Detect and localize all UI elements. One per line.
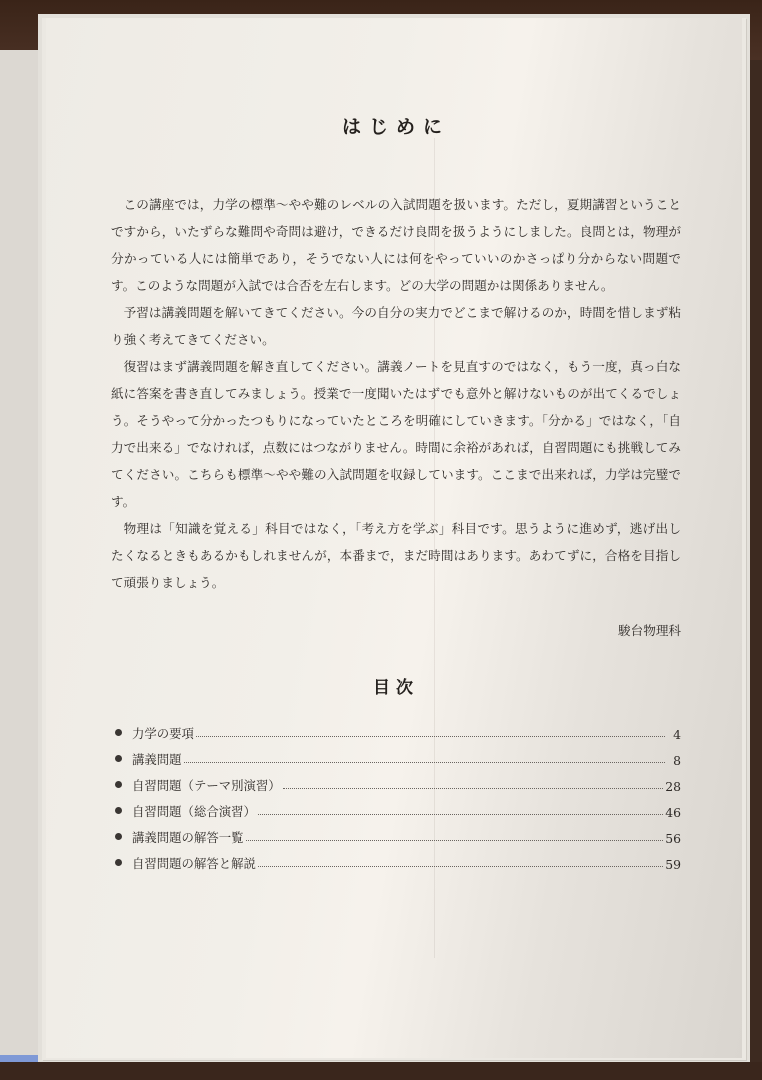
toc-item-label: 講義問題の解答一覧 bbox=[132, 830, 244, 845]
toc-item bbox=[111, 794, 681, 820]
author-signature: 駿台物理科 bbox=[618, 623, 681, 638]
toc-item bbox=[111, 716, 681, 742]
toc-item bbox=[111, 768, 681, 794]
toc-item-label: 力学の要項 bbox=[132, 726, 194, 741]
dotted-leader bbox=[283, 788, 664, 789]
bullet-icon bbox=[115, 833, 122, 840]
toc-item-page: 59 bbox=[665, 857, 681, 872]
toc-item-label: 自習問題（総合演習） bbox=[132, 804, 256, 819]
intro-heading: はじめに bbox=[341, 116, 450, 138]
toc-item-label: 自習問題の解答と解説 bbox=[132, 856, 256, 871]
intro-paragraph-2: 予習は講義問題を解いてきてください。今の自分の実力でどこまで解けるのか，時間を惜しまず粘り強く考えてきてください。 bbox=[111, 305, 681, 347]
page-content bbox=[111, 98, 681, 872]
toc-heading: 目次 bbox=[373, 678, 419, 698]
bullet-icon bbox=[115, 729, 122, 736]
toc-item-page: 4 bbox=[673, 727, 681, 742]
dotted-leader bbox=[258, 866, 663, 867]
toc-item-page: 56 bbox=[665, 831, 681, 846]
bullet-icon bbox=[115, 781, 122, 788]
bullet-icon bbox=[115, 807, 122, 814]
wooden-table-bottom bbox=[0, 1062, 762, 1080]
dotted-leader bbox=[196, 736, 665, 737]
toc-item-page: 28 bbox=[665, 779, 681, 794]
table-of-contents bbox=[111, 716, 681, 872]
bullet-icon bbox=[115, 755, 122, 762]
toc-item-label: 自習問題（テーマ別演習） bbox=[132, 778, 281, 793]
toc-item bbox=[111, 742, 681, 768]
toc-item-page: 8 bbox=[673, 753, 681, 768]
dotted-leader bbox=[184, 762, 665, 763]
intro-paragraph-4: 物理は「知識を覚える」科目ではなく，「考え方を学ぶ」科目です。思うように進めず，逃げ出したくなるときもあるかもしれませんが，本番まで，まだ時間はあります。あわてずに，合格を目指して頑張りましょう。 bbox=[111, 521, 681, 590]
dotted-leader bbox=[258, 814, 663, 815]
dotted-leader bbox=[246, 840, 664, 841]
document-page bbox=[46, 18, 742, 1058]
intro-paragraph-1: この講座では，力学の標準～やや難のレベルの入試問題を扱います。ただし，夏期講習ということですから，いたずらな難問や奇問は避け，できるだけ良問を扱うようにしました。良問とは，物理が分かっている人には簡単であり，そうでない人には何をやっていいのかさっぱり分からない問題です。このような問題が入試では合否を左右します。どの大学の問題かは関係ありません。 bbox=[111, 197, 681, 293]
bullet-icon bbox=[115, 859, 122, 866]
toc-item bbox=[111, 846, 681, 872]
toc-item-page: 46 bbox=[665, 805, 681, 820]
toc-item-label: 講義問題 bbox=[132, 752, 182, 767]
intro-paragraph-3: 復習はまず講義問題を解き直してください。講義ノートを見直すのではなく，もう一度，真っ白な紙に答案を書き直してみましょう。授業で一度聞いたはずでも意外と解けないものが出てくるでしょう。そうやって分かったつもりになっていたところを明確にしていきます。「分かる」ではなく，「自力で出来る」でなければ，点数にはつながりません。時間に余裕があれば，自習問題にも挑戦してみてください。こちらも標準～やや難の入試問題を収録しています。ここまで出来れば，力学は完璧です。 bbox=[111, 359, 681, 509]
toc-item bbox=[111, 820, 681, 846]
